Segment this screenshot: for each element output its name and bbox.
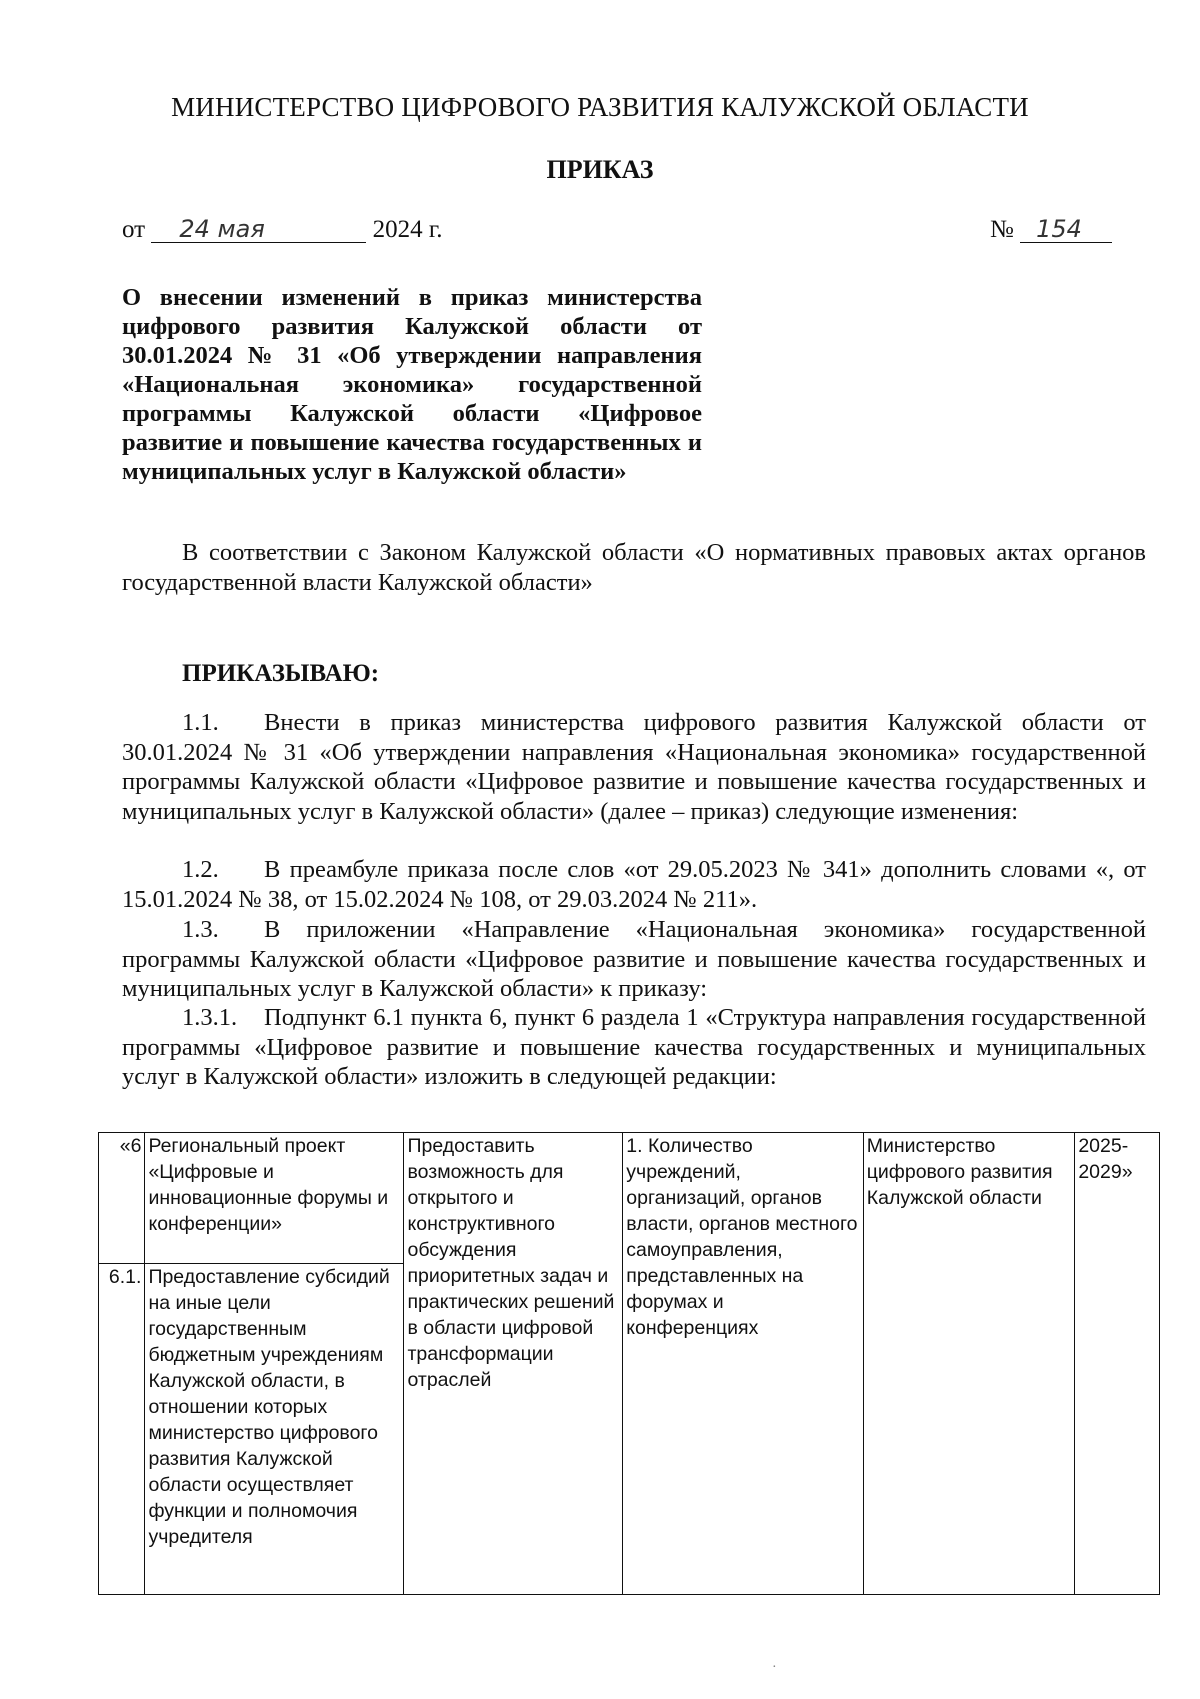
paragraph-1-2 (122, 855, 1146, 914)
paragraph-number: 1.3. (182, 916, 219, 943)
row-number: «6 (99, 1133, 145, 1264)
date-line (122, 216, 443, 244)
orders-word: ПРИКАЗЫВАЮ: (182, 660, 380, 687)
paragraph-number: 1.1. (182, 709, 219, 736)
indicator-cell: 1. Количество учреждений, организаций, органов власти, органов местного самоуправления, представленных на форумах и конференциях (623, 1133, 863, 1595)
date-prefix: от (122, 216, 146, 243)
row-number: 6.1. (99, 1264, 145, 1595)
paragraph-number: 1.2. (182, 856, 219, 883)
paragraph-text: В преамбуле приказа после слов «от 29.05.2023 № 341» дополнить словами «, от 15.01.2024 № 38, от 15.02.2024 № 108, от 29.03.2024 № 211». (122, 856, 1146, 913)
order-subject: О внесении изменений в приказ министерства цифрового развития Калужской области от 30.01.2024 № 31 «Об утверждении направления «Национальная экономика» государственной программы Калужской области «Цифровое развитие и повышение качества государственных и муниципальных услуг в Калужской области» (122, 284, 702, 485)
paragraph-text: Подпункт 6.1 пункта 6, пункт 6 раздела 1 «Структура направления государственной программы «Цифровое развитие и повышение качества государственных и муниципальных услуг в Калужской области» изложить в следующей редакции: (122, 1004, 1146, 1090)
paragraph-text: В приложении «Направление «Национальная экономика» государственной программы Калужской области «Цифровое развитие и повышение качества государственных и муниципальных услуг в Калужской области» к приказу: (122, 916, 1146, 1002)
ministry-title: МИНИСТЕРСТВО ЦИФРОВОГО РАЗВИТИЯ КАЛУЖСКОЙ ОБЛАСТИ (171, 92, 1029, 122)
document-type: ПРИКАЗ (546, 155, 654, 184)
number-prefix: № (990, 216, 1014, 243)
responsible-cell: Министерство цифрового развития Калужской области (863, 1133, 1075, 1595)
order-number-line (990, 216, 1112, 244)
period-cell: 2025-2029» (1075, 1133, 1160, 1595)
handwritten-date: 24 мая (151, 216, 366, 243)
preamble: В соответствии с Законом Калужской области «О нормативных правовых актах органов государственной власти Калужской области» (122, 539, 1146, 596)
project-name: Региональный проект «Цифровые и инновационные форумы и конференции» (145, 1133, 404, 1264)
paragraph-text: Внести в приказ министерства цифрового развития Калужской области от 30.01.2024 № 31 «Об утверждении направления «Национальная экономика» государственной программы Калужской области «Цифровое развитие и повышение качества государственных и муниципальных услуг в Калужской области» (далее – приказ) следующие изменения: (122, 709, 1146, 825)
paragraph-1-3-1 (122, 1003, 1146, 1092)
scan-artifact-mark: · (772, 1660, 777, 1675)
measure-name: Предоставление субсидий на иные цели государственным бюджетным учреждениям Калужской области, в отношении которых министерство цифрового развития Калужской области осуществляет функции и полномочия учредителя (145, 1264, 404, 1595)
structure-table (98, 1132, 1160, 1595)
paragraph-1-3 (122, 915, 1146, 1004)
paragraph-1-1 (122, 708, 1146, 826)
handwritten-number: 154 (1020, 216, 1112, 243)
task-cell: Предоставить возможность для открытого и конструктивного обсуждения приоритетных задач и практических решений в области цифровой трансформации отраслей (404, 1133, 623, 1595)
paragraph-number: 1.3.1. (182, 1004, 238, 1031)
table-row (99, 1133, 1160, 1264)
date-year: 2024 г. (372, 216, 443, 243)
